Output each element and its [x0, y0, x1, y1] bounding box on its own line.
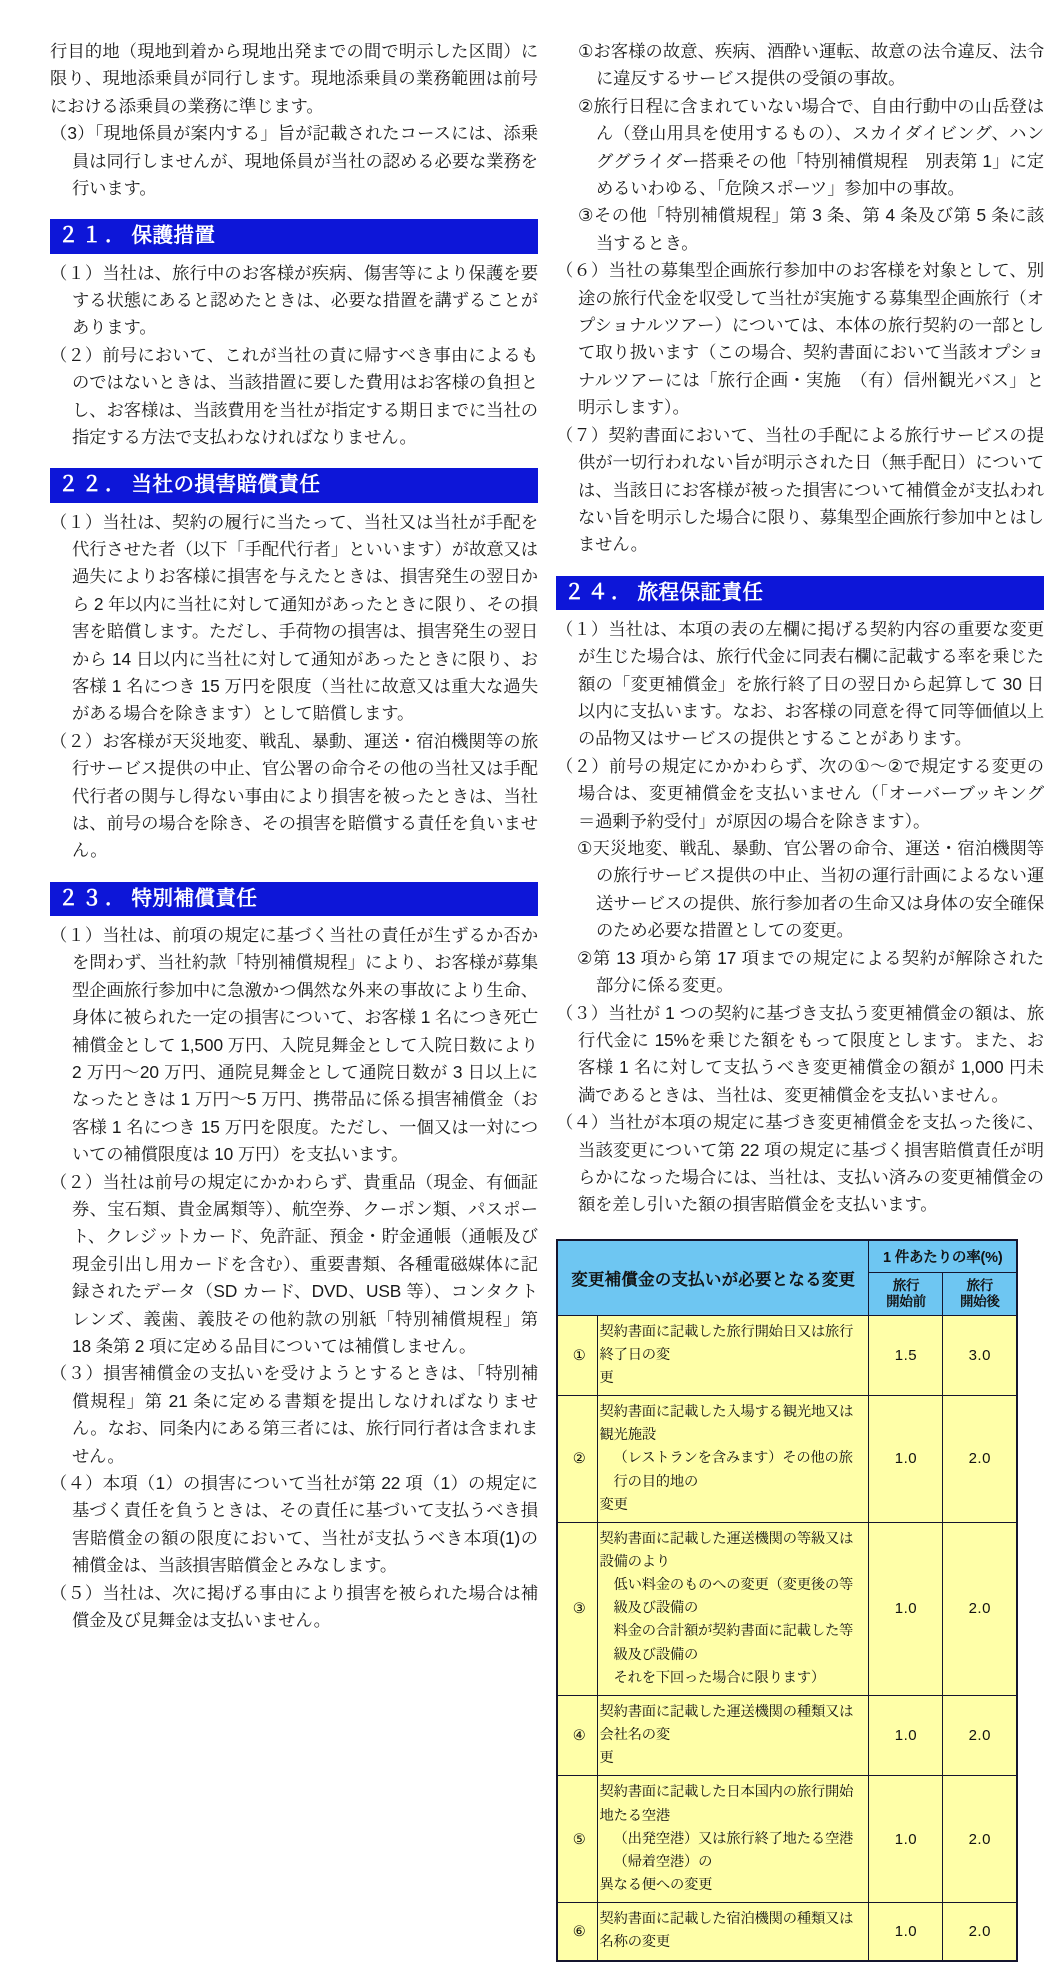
rate-before-start: 1.0 — [869, 1695, 943, 1775]
table-body — [557, 1315, 1017, 1960]
rate-before-start: 1.5 — [869, 1315, 943, 1395]
compensation-rate-table — [556, 1239, 1018, 1962]
row-description-line: 契約書面に記載した入場する観光地又は観光施設 — [599, 1404, 854, 1444]
row-description — [597, 1315, 869, 1395]
rate-before-start: 1.0 — [869, 1903, 943, 1961]
table-header — [557, 1240, 1017, 1315]
rate-after-start: 2.0 — [943, 1776, 1017, 1903]
section24-paragraph-1: （１）当社は、本項の表の左欄に掲げる契約内容の重要な変更が生じた場合は、旅行代金に同表右欄に記載する率を乗じた額の「変更補償金」を旅行終了日の翌日から起算して 30 日以内に支払います。なお、お客様の同意を得て同等価値以上の品物又はサービスの提供とすることがあります。 — [556, 618, 1044, 749]
row-index: ③ — [557, 1522, 597, 1695]
row-description-line: 契約書面に記載した運送機関の等級又は設備のより — [599, 1530, 854, 1571]
row-description-line: 料金の合計額が契約書面に記載した等級及び設備の — [613, 1623, 854, 1663]
rate-before-start: 1.0 — [869, 1396, 943, 1523]
section22-paragraph-1: （１）当社は、契約の履行に当たって、当社又は当社が手配を代行させた者（以下「手配代行者」といいます）が故意又は過失によりお客様に損害を与えたときは、損害発生の翌日から 2 年以内に当社に対して通知があったときに限り、その損害を賠償します。ただし、手荷物の損害は、損害発生の翌日から 14 日以内に当社に対して通知があったときに限り、お客様 1 名につき 15 万円を限度（当社に故意又は重大な過失がある場合を除きます）として賠償します。 — [50, 511, 538, 724]
rate-before-start: 1.0 — [869, 1776, 943, 1903]
section-title-21: 保護措置 — [131, 224, 216, 248]
row-description — [597, 1903, 869, 1961]
compensation-table-wrap — [556, 1239, 1044, 1962]
section-heading-22 — [50, 468, 538, 502]
section22-paragraph-2: （２）お客様が天災地変、戦乱、暴動、運送・宿泊機関等の旅行サービス提供の中止、官公署の命令その他の当社又は手配代行者の関与し得ない事由により損害を被ったときは、当社は、前号の場合を除き、その損害を賠償する責任を負いません。 — [50, 730, 538, 861]
row-description-line: それを下回った場合に限ります） — [613, 1669, 825, 1686]
section-title-24: 旅程保証責任 — [637, 580, 764, 604]
row-description-line: 変更 — [599, 1496, 628, 1513]
table-row — [557, 1522, 1017, 1695]
section23-paragraph-7: （７）契約書面において、当社の手配による旅行サービスの提供が一切行われない旨が明示された日（無手配日）については、当該日にお客様が被った損害について補償金が支払われない旨を明示した場合に限り、募集型企画旅行参加中とはしません。 — [556, 424, 1044, 555]
section-heading-24 — [556, 576, 1044, 610]
row-index: ⑤ — [557, 1776, 597, 1903]
header-after-line2: 開始後 — [959, 1293, 1000, 1309]
section-title-23: 特別補償責任 — [131, 886, 258, 910]
row-description — [597, 1522, 869, 1695]
section23-paragraph-1: （１）当社は、前項の規定に基づく当社の責任が生ずるか否かを問わず、当社約款「特別補償規程」により、お客様が募集型企画旅行参加中に急激かつ偶然な外来の事故により生命、身体に被られた一定の損害について、お客様 1 名につき死亡補償金として 1,500 万円、入院見舞金として入院日数により 2 万円～20 万円、通院見舞金として通院日数が 3 日以上になったときは 1 万円～5 万円、携帯品に係る損害補償金（お客様 1 名につき 15 万円を限度。ただし、一個又は一対についての補償限度は 10 万円）を支払います。 — [50, 924, 538, 1165]
section23-paragraph-3: （３）損害補償金の支払いを受けようとするときは、「特別補償規程」第 21 条に定める書類を提出しなければなりません。なお、同条内にある第三者には、旅行同行者は含まれません。 — [50, 1363, 538, 1466]
left-column — [50, 38, 538, 1634]
header-after-line1: 旅行 — [966, 1277, 993, 1293]
section21-paragraph-2: （２）前号において、これが当社の責に帰すべき事由によるものではないときは、当該措置に要した費用はお客様の負担とし、お客様は、当該費用を当社が指定する期日までに当社の指定する方法で支払わなければなりません。 — [50, 344, 538, 447]
intro-paragraph-2: （3）「現地係員が案内する」旨が記載されたコースには、添乗員は同行しませんが、現地係員が当社の認める必要な業務を行います。 — [50, 123, 538, 199]
section23-item-2: ②旅行日程に含まれていない場合で、自由行動中の山岳登はん（登山用具を使用するもの）、スカイダイビング、ハンググライダー搭乗その他「特別補償規程 別表第 1」に定めるいわゆる、「危険スポーツ」参加中の事故。 — [578, 95, 1044, 199]
header-before-start — [869, 1272, 943, 1315]
row-description-line: （出発空港）又は旅行終了地たる空港（帰着空港）の — [613, 1830, 854, 1870]
row-description-line: 契約書面に記載した宿泊機関の種類又は名称の変更 — [599, 1911, 854, 1951]
row-description-line: （レストランを含みます）その他の旅行の目的地の — [613, 1450, 853, 1490]
section23-paragraph-4: （４）本項（1）の損害について当社が第 22 項（1）の規定に基づく責任を負うときは、その責任に基づいて支払うべき損害賠償金の額の限度において、当社が支払うべき本項(1)の補償金は、当該損害賠償金とみなします。 — [50, 1473, 538, 1576]
table-row — [557, 1903, 1017, 1961]
rate-after-start: 2.0 — [943, 1522, 1017, 1695]
table-row — [557, 1396, 1017, 1523]
row-description-line: 更 — [599, 1369, 614, 1386]
header-before-line2: 開始前 — [886, 1293, 926, 1309]
header-after-start — [943, 1272, 1017, 1315]
row-description-line: 契約書面に記載した旅行開始日又は旅行終了日の変 — [599, 1323, 854, 1363]
rate-after-start: 2.0 — [943, 1695, 1017, 1775]
header-change-column: 変更補償金の支払いが必要となる変更 — [557, 1240, 869, 1315]
header-rate-column: 1 件あたりの率(%) — [869, 1240, 1017, 1273]
row-description — [597, 1776, 869, 1903]
row-index: ① — [557, 1315, 597, 1395]
section-dot-21: ． — [105, 224, 132, 248]
section-number-24: ２４ — [564, 580, 611, 604]
row-description-line: 契約書面に記載した日本国内の旅行開始地たる空港 — [599, 1784, 854, 1824]
two-column-layout — [50, 38, 1044, 1962]
section24-paragraph-2: （２）前号の規定にかかわらず、次の①～②で規定する変更の場合は、変更補償金を支払いません（「オーバーブッキング＝過剰予約受付」が原因の場合を除きます）。 — [556, 755, 1044, 831]
section23-item-1: ①お客様の故意、疾病、酒酔い運転、故意の法令違反、法令に違反するサービス提供の受領の事故。 — [578, 41, 1044, 89]
section23-paragraph-2: （２）当社は前号の規定にかかわらず、貴重品（現金、有価証券、宝石類、貴金属類等）、航空券、クーポン類、パスポート、クレジットカード、免許証、預金・貯金通帳（通帳及び現金引出し用カードを含む）、重要書類、各種電磁媒体に記録されたデータ（SD カード、DVD、USB 等）、コンタクトレンズ、義歯、義肢その他約款の別紙「特別補償規程」第 18 条第 2 項に定める品目については補償しません。 — [50, 1171, 538, 1356]
section24-paragraph-4: （４）当社が本項の規定に基づき変更補償金を支払った後に、当該変更について第 22 項の規定に基づく損害賠償責任が明らかになった場合には、当社は、支払い済みの変更補償金の額を差し引いた額の損害賠償金を支払います。 — [556, 1112, 1044, 1215]
right-column — [556, 38, 1044, 1962]
row-index: ⑥ — [557, 1903, 597, 1961]
row-index: ④ — [557, 1695, 597, 1775]
section-title-22: 当社の損害賠償責任 — [131, 473, 321, 497]
section23-paragraph-5: （５）当社は、次に掲げる事由により損害を被られた場合は補償金及び見舞金は支払いません。 — [50, 1582, 538, 1631]
row-description-line: 契約書面に記載した運送機関の種類又は会社名の変 — [599, 1703, 854, 1744]
table-row — [557, 1315, 1017, 1395]
section23-paragraph-6: （６）当社の募集型企画旅行参加中のお客様を対象として、別途の旅行代金を収受して当社が実施する募集型企画旅行（オプショナルツアー）については、本体の旅行契約の一部として取り扱います（この場合、契約書面において当該オプショナルツアーには「旅行企画・実施 （有）信州観光バス」と明示します）。 — [556, 260, 1044, 418]
row-description-line: 異なる便への変更 — [599, 1877, 713, 1894]
section-dot-24: ． — [611, 580, 638, 604]
section-dot-22: ． — [105, 473, 132, 497]
table-header-row-1 — [557, 1240, 1017, 1273]
section-heading-23 — [50, 882, 538, 916]
intro-block — [50, 38, 538, 202]
row-description-line: 低い料金のものへの変更（変更後の等級及び設備の — [613, 1577, 854, 1617]
section-dot-23: ． — [105, 886, 132, 910]
section24-item-1: ①天災地変、戦乱、暴動、官公署の命令、運送・宿泊機関等の旅行サービス提供の中止、当初の運行計画によるない運送サービスの提供、旅行参加者の生命又は身体の安全確保のため必要な措置としての変更。 — [577, 838, 1044, 941]
section-number-21: ２１ — [58, 224, 105, 248]
table-row — [557, 1695, 1017, 1775]
row-index: ② — [557, 1396, 597, 1523]
section24-paragraph-3: （３）当社が 1 つの契約に基づき支払う変更補償金の額は、旅行代金に 15%を乗じた額をもって限度とします。また、お客様 1 名に対して支払うべき変更補償金の額が 1,000 円未満であるときは、当社は、変更補償金を支払いません。 — [556, 1002, 1044, 1105]
rate-after-start: 3.0 — [943, 1315, 1017, 1395]
rate-after-start: 2.0 — [943, 1396, 1017, 1523]
section-number-23: ２３ — [58, 886, 105, 910]
section23-item-3: ③その他「特別補償規程」第 3 条、第 4 条及び第 5 条に該当するとき。 — [578, 205, 1044, 253]
rate-after-start: 2.0 — [943, 1903, 1017, 1961]
section24-item-2: ②第 13 項から第 17 項までの規定による契約が解除された部分に係る変更。 — [577, 947, 1044, 996]
section21-paragraph-1: （１）当社は、旅行中のお客様が疾病、傷害等により保護を要する状態にあると認めたときは、必要な措置を講ずることがあります。 — [50, 262, 538, 338]
rate-before-start: 1.0 — [869, 1522, 943, 1695]
row-description — [597, 1695, 869, 1775]
intro-paragraph-1: 行目的地（現地到着から現地出発までの間で明示した区間）に限り、現地添乗員が同行します。現地添乗員の業務範囲は前号における添乗員の業務に準じます。 — [50, 41, 538, 116]
header-before-line1: 旅行 — [892, 1277, 920, 1293]
section-number-22: ２２ — [58, 473, 105, 497]
row-description — [597, 1396, 869, 1523]
table-row — [557, 1776, 1017, 1903]
row-description-line: 更 — [599, 1750, 614, 1767]
section-heading-21 — [50, 219, 538, 253]
